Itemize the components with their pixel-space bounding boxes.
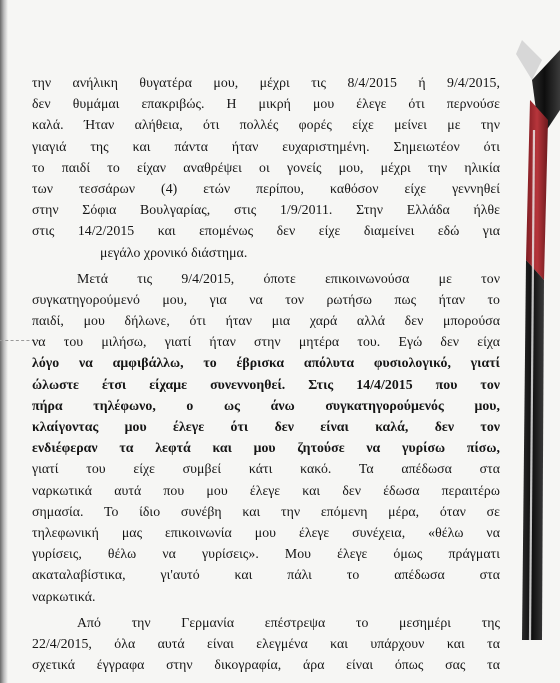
text-line: ώλωστε έτσι είχαμε συνεννοηθεί. Στις 14/4/2015 που τον [32, 376, 500, 392]
pen-red-band [526, 100, 548, 280]
document-body [32, 72, 500, 675]
text-line: ναρκωτικά αυτά που μου έλεγε και δεν έδωσα περαιτέρω [32, 482, 500, 498]
text-line: των τεσσάρων (4) ετών περίπου, καθόσον είχε γεννηθεί [32, 180, 500, 196]
text-line: το παιδί το είχαν αναθρέψει οι γονείς μου, μέχρι την ηλικία [32, 159, 500, 175]
text-line: σχετικά έγγραφα στην δικογραφία, άρα είναι όπως σας τα [32, 657, 500, 673]
text-line: πήρα τηλέφωνο, ο ως άνω συγκατηγορούμενός μου, [32, 397, 500, 413]
text-line: ενδιέφεραν τα λεφτά και μου ζητούσε να γυρίσω πίσω, [32, 440, 500, 456]
text-line: κλαίγοντας μου έλεγε ότι δεν είναι καλά, δεν τον [32, 419, 500, 434]
text-line: Από την Γερμανία επέστρεψα το μεσημέρι της [77, 614, 500, 630]
text-line: καλά. Ήταν αλήθεια, ότι πολλές φορές είχε μείνει με την [32, 117, 500, 133]
pen-image [512, 40, 560, 640]
text-line: λόγο να αμφιβάλλω, το έβρισκα απόλυτα φυσιολογικό, γιατί [32, 355, 500, 371]
text-line: γιαγιά της και πάντα ήταν ευχαριστημένη. Σημειωτέον ότι [32, 138, 500, 154]
text-line: Μετά τις 9/4/2015, όποτε επικοινωνούσα με τον [77, 270, 500, 286]
text-line: γυρίσεις, θέλω να γυρίσεις». Μου έλεγε όμως πράγματι [32, 546, 500, 562]
text-line: τηλεφωνική μας επικοινωνία μου έλεγε συνέχεια, «θέλω να [32, 524, 500, 540]
text-line: γιατί του είχε συμβεί κάτι κακό. Τα απέδωσα στα [32, 461, 500, 477]
text-line: παιδί, μου δήλωνε, ότι ήταν μια χαρά αλλά δεν μπορούσα [32, 313, 500, 329]
text-line: μεγάλο χρονικό διάστημα. [100, 244, 248, 260]
text-line: δεν θυμάμαι επακριβώς. Η μικρή μου έλεγε ότι περνούσε [32, 96, 500, 112]
text-line: ναρκωτικά. [32, 588, 96, 604]
text-line: συγκατηγορούμενό μου, για να τον ρωτήσω πως ήταν το [32, 291, 500, 307]
text-line: στις 14/2/2015 και επομένως δεν είχε διαμείνει εδώ για [32, 223, 500, 239]
text-line: να του μιλήσω, γιατί ήταν στην μητέρα του. Εγώ δεν είχα [32, 334, 500, 350]
text-line: σημασία. Το ίδιο συνέβη και την επόμενη μέρα, όταν σε [32, 503, 500, 519]
text-line: την ανήλικη θυγατέρα μου, μέχρι τις 8/4/2015 ή 9/4/2015, [32, 75, 500, 90]
text-line: στην Σόφια Βουλγαρίας, στις 1/9/2011. Στην Ελλάδα ήλθε [32, 202, 500, 218]
text-line: ακαταλαβίστικα, γι'αυτό και πάλι το απέδωσα στα [32, 567, 500, 583]
text-line: 22/4/2015, όλα αυτά είναι ελεγμένα και υπάρχουν και τα [32, 635, 500, 651]
